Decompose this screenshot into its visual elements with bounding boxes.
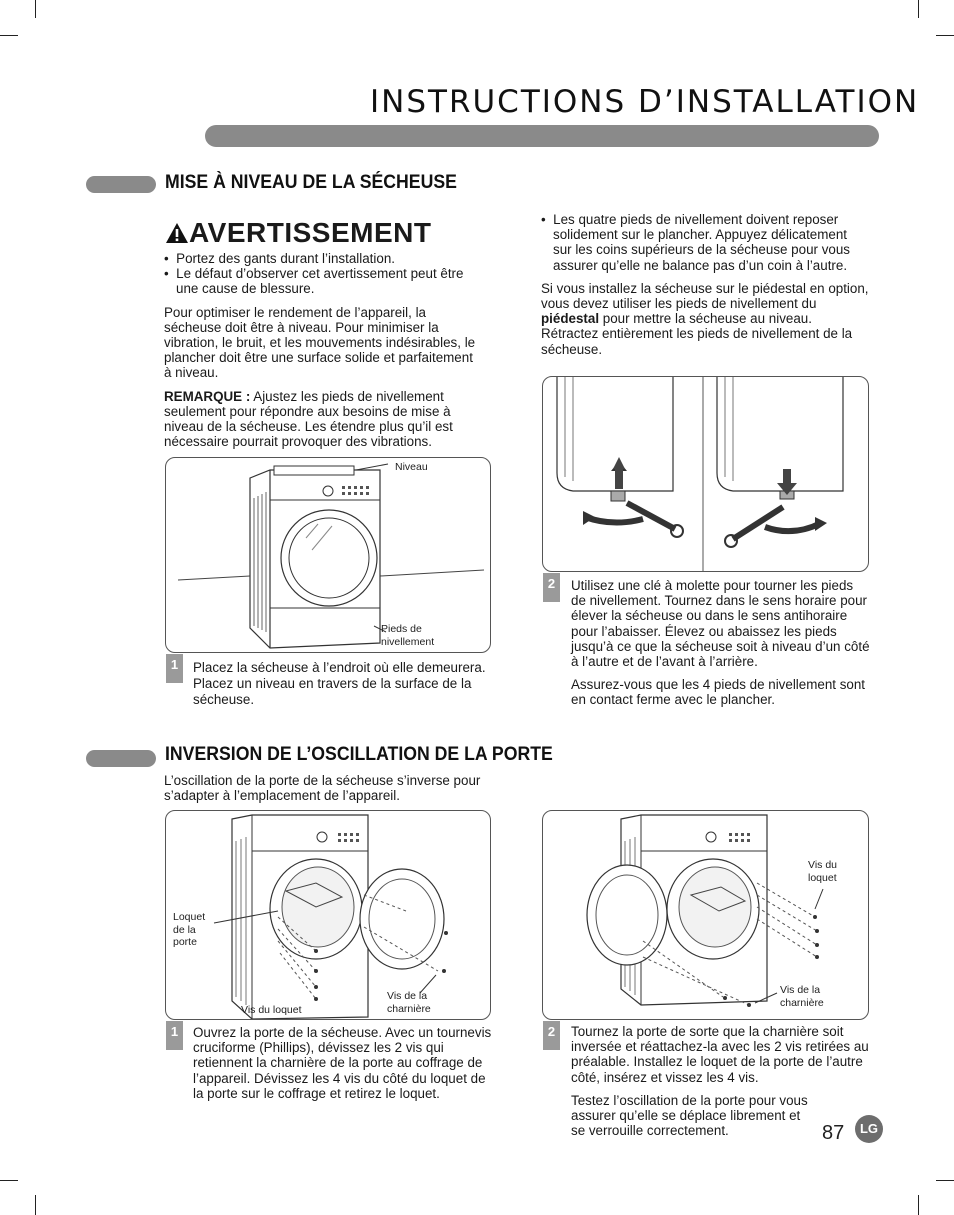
section-marker: [86, 176, 156, 193]
label-latch-screws: Vis du loquet: [241, 1004, 302, 1016]
door-step2-text: Tournez la porte de sorte que la charnière soit inversée et réattachez-la avec les 2 vis retirées au préalable. Installez le loquet de la porte de l’autre côté, insérez et vissez les 4 vis. Testez l’oscillation de la porte pour vous assurer qu’elle se déplace librement et se verrouille correctement.: [571, 1024, 869, 1139]
step-number: 2: [543, 573, 560, 602]
crop-mark: [918, 1195, 919, 1215]
warning-title: AVERTISSEMENT: [189, 217, 432, 248]
warning-triangle-icon: [165, 222, 189, 244]
feet-bullet: • Les quatre pieds de nivellement doivent reposer solidement sur le plancher. Appuyez délicatement sur les coins supérieurs de la sécheuse pour vous assurer qu’elle ne balance pas d’un coin à l’autre.: [541, 212, 850, 273]
crop-mark: [918, 0, 919, 18]
label-level: Niveau: [395, 461, 428, 473]
step-number: 2: [543, 1021, 560, 1050]
label-latch-screws: Vis du loquet: [808, 859, 837, 884]
figure-door-reinstall: [542, 810, 869, 1020]
step-number: 1: [166, 654, 183, 683]
crop-mark: [0, 1180, 18, 1181]
figure-dryer-level: [165, 457, 491, 653]
wrench-illustration: [543, 377, 868, 571]
section-title-door-reversal: INVERSION DE L’OSCILLATION DE LA PORTE: [165, 744, 553, 765]
crop-mark: [35, 0, 36, 18]
label-door-latch: Loquet de la porte: [173, 911, 206, 948]
crop-mark: [936, 35, 954, 36]
page-number: 87: [822, 1122, 845, 1144]
section-marker: [86, 750, 156, 767]
label-leveling-feet: Pieds de nivellement: [381, 623, 435, 648]
warning-heading: [165, 217, 431, 249]
crop-mark: [0, 35, 18, 36]
section-title-leveling: MISE À NIVEAU DE LA SÉCHEUSE: [165, 172, 457, 193]
label-hinge-screws: Vis de la charnière: [780, 984, 824, 1009]
warning-bullet: • Portez des gants durant l’installation.: [164, 251, 395, 266]
figure-wrench-feet: [542, 376, 869, 572]
step1-text: Placez la sécheuse à l’endroit où elle demeurera. Placez un niveau en travers de la surface de la sécheuse.: [193, 660, 486, 707]
crop-mark: [936, 1180, 954, 1181]
page-title: INSTRUCTIONS D’INSTALLATION: [370, 84, 920, 120]
door-reversal-intro: L’oscillation de la porte de la sécheuse s’inverse pour s’adapter à l’emplacement de l’appareil.: [164, 773, 481, 804]
leveling-note: REMARQUE : Ajustez les pieds de nivellement seulement pour répondre aux besoins de mise à niveau de la sécheuse. Les étendre plus qu’il est nécessaire pourrait provoquer des vibrations.: [164, 388, 453, 450]
step2-text: Utilisez une clé à molette pour tourner les pieds de nivellement. Tournez dans le sens horaire pour élever la sécheuse ou dans le sens antihoraire pour l’abaisser. Élevez ou abaissez les pieds jusqu’à ce que la sécheuse soit à niveau d’un côté à l’autre et de l’avant à l’arrière. Assurez-vous que les 4 pieds de nivellement sont en contact ferme avec le plancher.: [571, 578, 870, 708]
warning-bullet: • Le défaut d’observer cet avertissement peut être une cause de blessure.: [164, 266, 464, 297]
warning-text: [164, 251, 484, 457]
label-hinge-screws: Vis de la charnière: [387, 990, 431, 1015]
figure-door-remove: [165, 810, 491, 1020]
crop-mark: [35, 1195, 36, 1215]
title-bar: [205, 125, 879, 147]
right-column-text: [541, 212, 869, 365]
pedestal-text: Si vous installez la sécheuse sur le piédestal en option, vous devez utiliser les pieds de nivellement du piédestal pour mettre la sécheuse au niveau. Rétractez entièrement les pieds de nivellement de la sécheuse.: [541, 280, 869, 357]
door-step1-text: Ouvrez la porte de la sécheuse. Avec un tournevis cruciforme (Phillips), dévissez les 2 vis qui retiennent la charnière de la porte au coffrage de l’appareil. Dévissez les 4 vis du côté du loquet de la porte sur le coffrage et retirez le loquet.: [193, 1025, 492, 1101]
leveling-intro: Pour optimiser le rendement de l’appareil, la sécheuse doit être à niveau. Pour minimiser la vibration, le bruit, et les mouvements indésirables, le plancher doit être une surface solide et parfaitement à niveau.: [164, 304, 476, 381]
lg-logo-icon: LG: [855, 1115, 883, 1143]
step-number: 1: [166, 1021, 183, 1050]
